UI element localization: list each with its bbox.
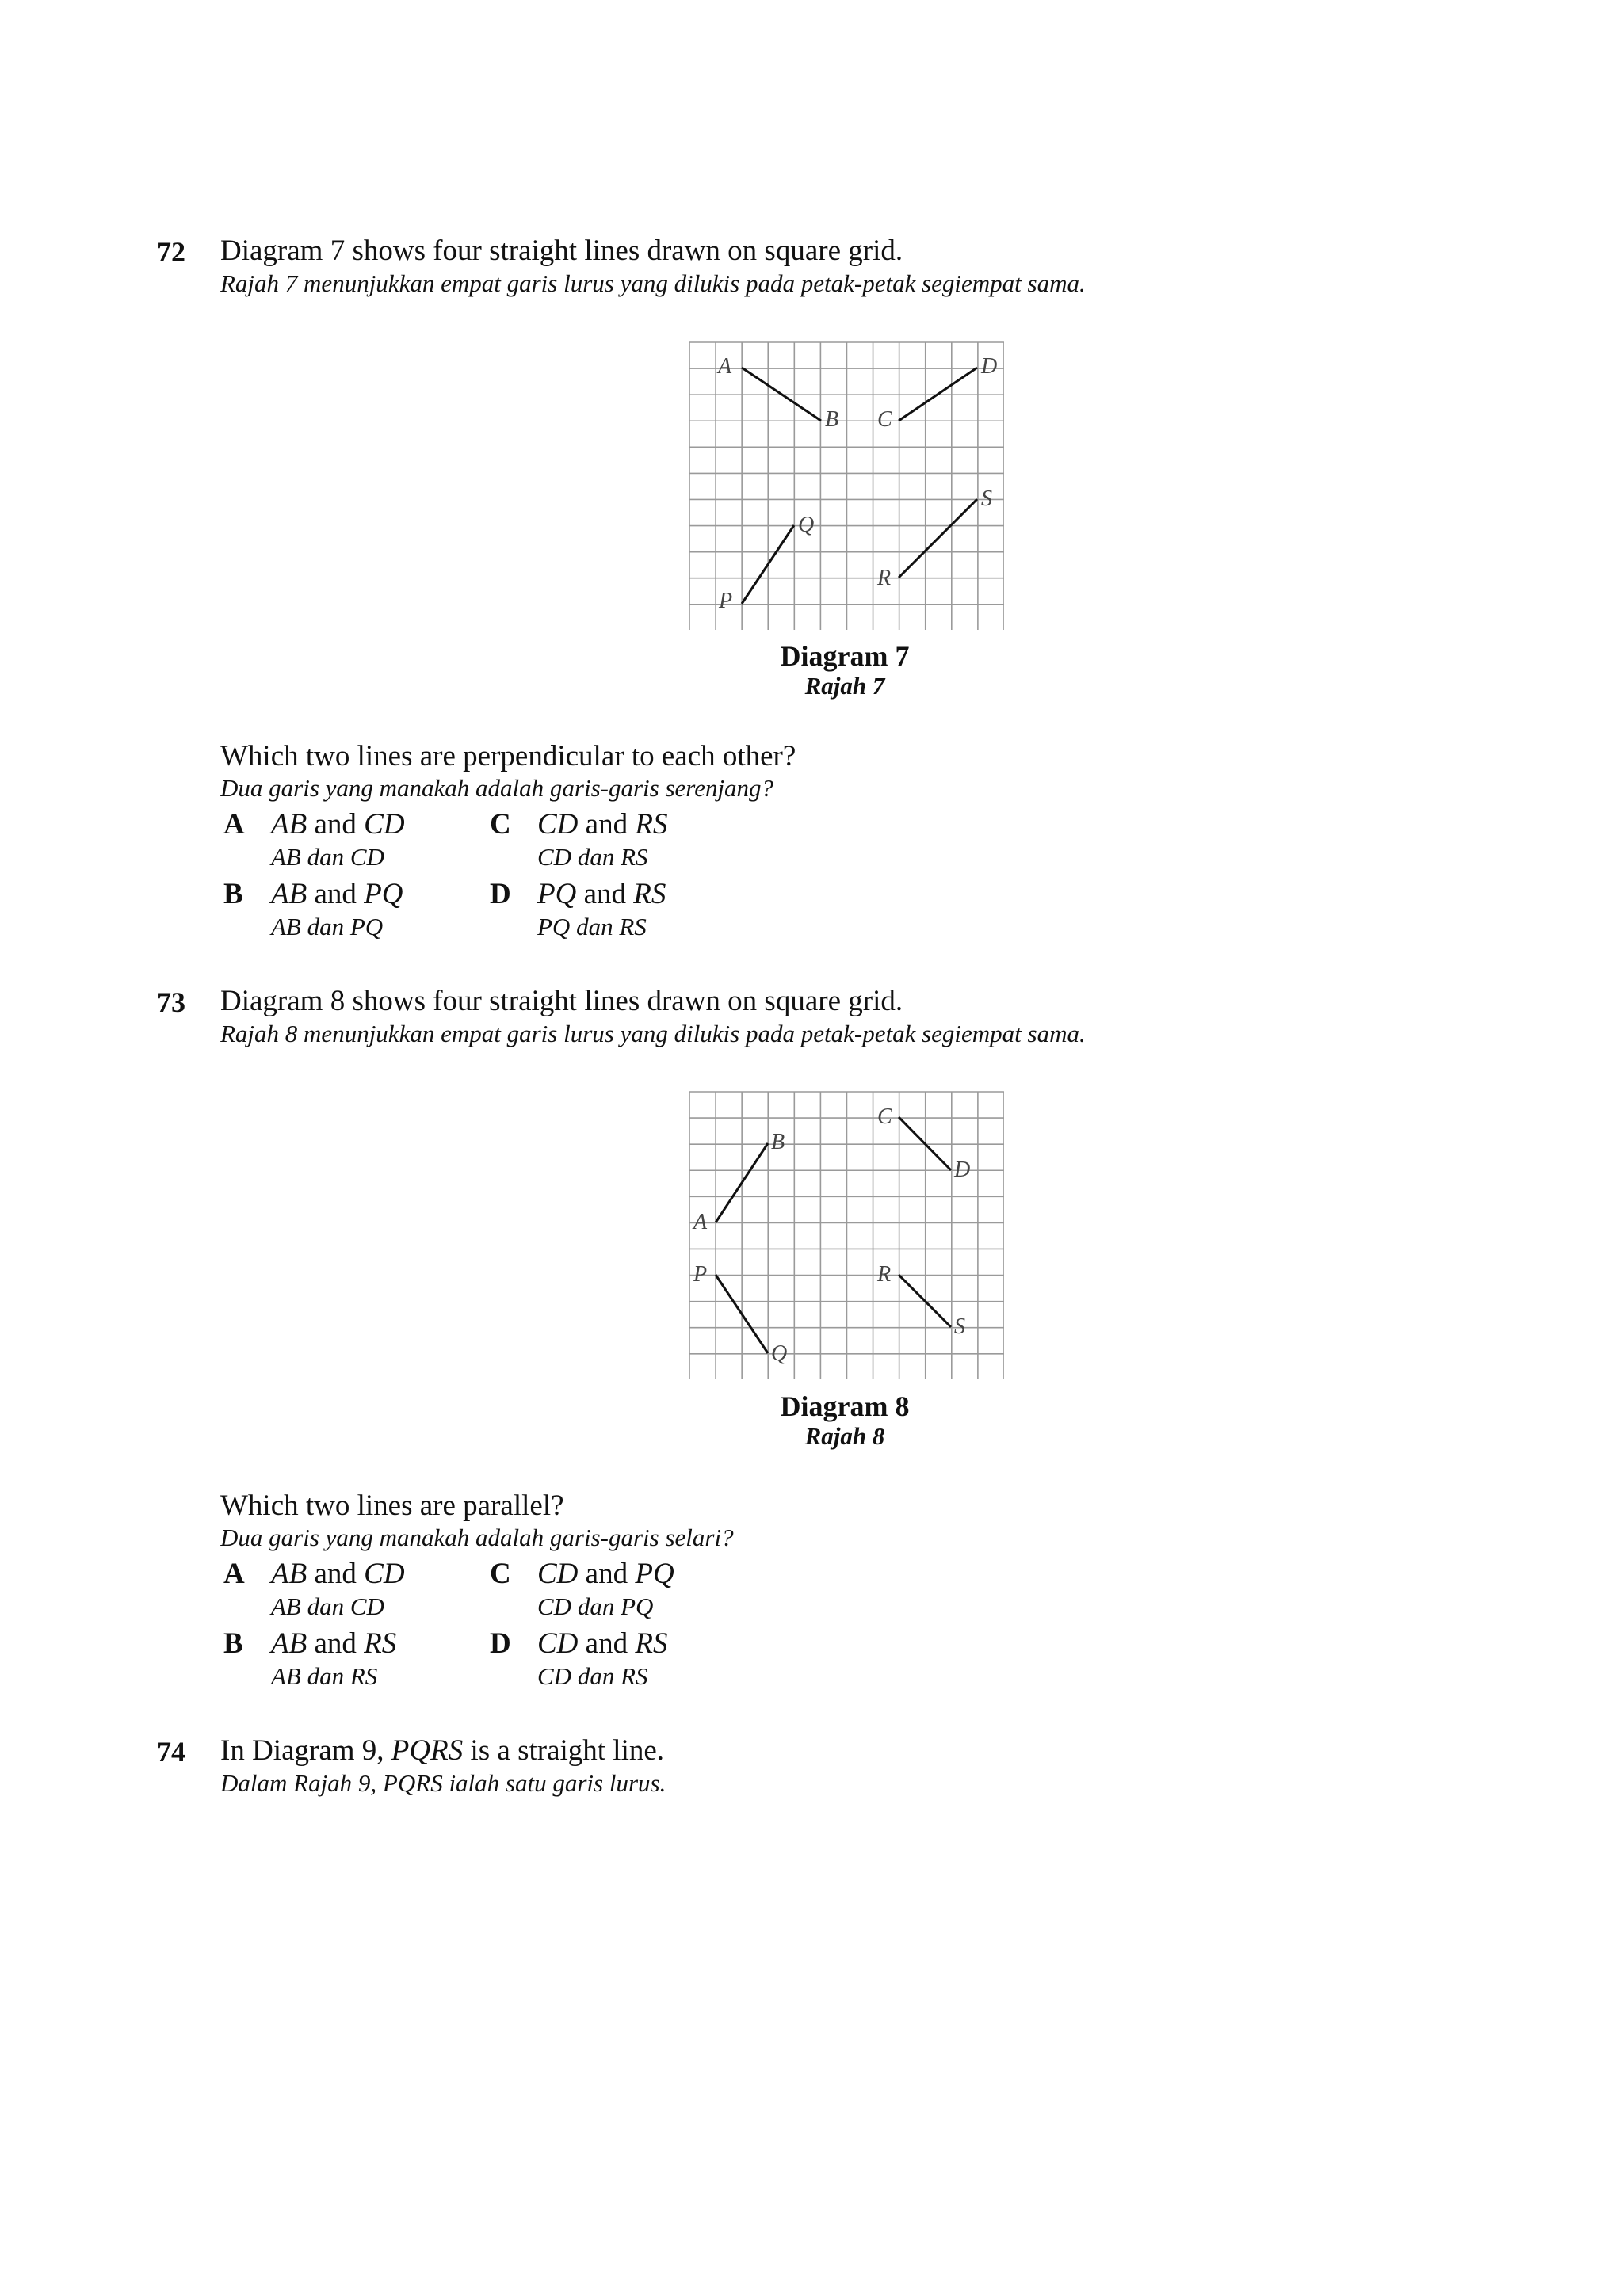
option-text-en: AB and PQ: [271, 878, 403, 910]
option-text-en: AB and RS: [271, 1627, 397, 1660]
option-text-en: CD and RS: [537, 1627, 668, 1660]
label-d: D: [954, 1158, 971, 1182]
label-c: C: [877, 407, 892, 432]
label-p: P: [693, 1262, 708, 1287]
option-letter: A: [223, 808, 245, 841]
label-c: C: [877, 1104, 892, 1129]
caption-en: Diagram 7: [780, 640, 910, 672]
label-a: A: [718, 354, 732, 379]
option-text-ms: AB dan RS: [271, 1662, 378, 1690]
question-text-ms: Dua garis yang manakah adalah garis-garis serenjang?: [220, 774, 774, 802]
option-letter: A: [223, 1558, 245, 1590]
diagram-7-grid: [689, 341, 1004, 630]
diagram-caption: [686, 640, 1003, 700]
option-letter: B: [223, 1627, 243, 1660]
line-rs: [899, 499, 977, 578]
option-text-en: PQ and RS: [537, 878, 666, 910]
label-b: B: [771, 1130, 785, 1154]
option-letter: B: [223, 878, 243, 910]
label-b: B: [825, 407, 839, 432]
caption-ms: Rajah 8: [804, 1422, 885, 1450]
caption-en: Diagram 8: [780, 1390, 910, 1422]
question-number: 74: [157, 1736, 185, 1768]
question-text-en: Which two lines are parallel?: [220, 1489, 564, 1522]
question-text-ms: Dua garis yang manakah adalah garis-garis selari?: [220, 1524, 734, 1551]
question-stem-ms: Rajah 7 menunjukkan empat garis lurus yang dilukis pada petak-petak segiempat sama.: [220, 269, 1086, 297]
option-text-ms: PQ dan RS: [537, 913, 647, 940]
label-r: R: [877, 1262, 892, 1287]
label-s: S: [981, 486, 992, 511]
option-text-en: CD and PQ: [537, 1558, 674, 1590]
option-text-en: AB and CD: [271, 1558, 405, 1590]
label-q: Q: [798, 513, 815, 537]
option-text-ms: CD dan RS: [537, 843, 648, 871]
label-a: A: [693, 1210, 708, 1234]
option-text-ms: AB dan CD: [271, 1592, 384, 1620]
option-text-ms: AB dan CD: [271, 843, 384, 871]
label-d: D: [981, 354, 998, 379]
question-stem-en: Diagram 8 shows four straight lines drawn on square grid.: [220, 985, 903, 1017]
label-s: S: [954, 1314, 965, 1339]
option-text-en: AB and CD: [271, 808, 405, 841]
option-text-ms: CD dan PQ: [537, 1592, 654, 1620]
question-number: 72: [157, 236, 185, 268]
option-letter: C: [490, 1558, 511, 1590]
option-letter: D: [490, 1627, 511, 1660]
question-text-en: Which two lines are perpendicular to each other?: [220, 740, 796, 772]
diagram-caption: [686, 1390, 1003, 1451]
option-text-ms: AB dan PQ: [271, 913, 384, 940]
option-letter: C: [490, 808, 511, 841]
option-text-en: CD and RS: [537, 808, 668, 841]
question-stem-ms: Rajah 8 menunjukkan empat garis lurus yang dilukis pada petak-petak segiempat sama.: [220, 1020, 1086, 1047]
label-r: R: [877, 566, 892, 590]
caption-ms: Rajah 7: [804, 672, 885, 700]
label-p: P: [719, 589, 733, 613]
question-number: 73: [157, 986, 185, 1018]
option-letter: D: [490, 878, 511, 910]
diagram-8-grid: [689, 1091, 1004, 1379]
question-stem-ms: Dalam Rajah 9, PQRS ialah satu garis lurus.: [220, 1769, 666, 1797]
question-stem-en: Diagram 7 shows four straight lines drawn on square grid.: [220, 235, 903, 267]
option-text-ms: CD dan RS: [537, 1662, 648, 1690]
label-q: Q: [771, 1341, 788, 1366]
question-stem-en: In Diagram 9, PQRS is a straight line.: [220, 1734, 665, 1767]
